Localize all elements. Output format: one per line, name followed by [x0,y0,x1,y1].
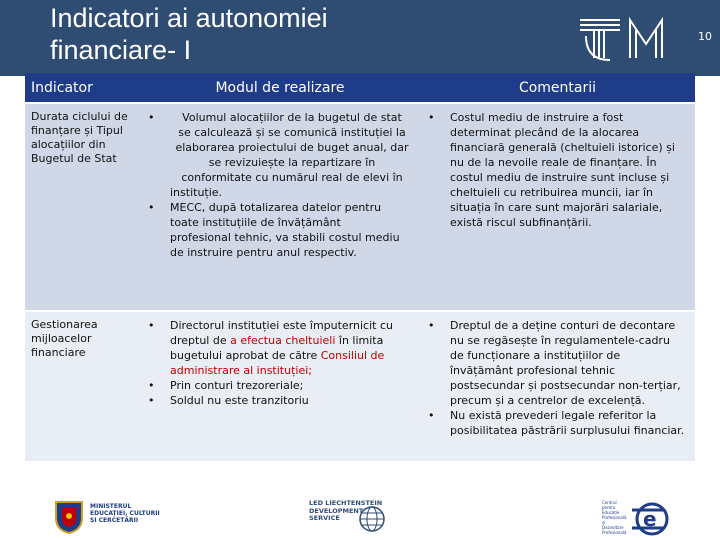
text-line: posibilitatea păstrării surplusului financiar. [450,424,685,437]
comment-cell [420,103,695,311]
table-row [25,311,695,461]
bullet-item [146,318,414,378]
indicator-line: financiare [31,346,86,359]
header-comments: Comentarii [420,73,695,103]
text-line: precum și a centrelor de excelență. [450,394,646,407]
comment-cell [420,311,695,461]
logo-text-line: EDUCAȚIEI, CULTURII [90,510,160,517]
svg-text:e: e [643,507,657,531]
text-line: situația în care sunt majorări salariale, [450,201,663,214]
logo-text-line: și [602,520,606,525]
text-line: de funcționare a instituțiilor de [450,349,621,362]
text-line: • Directorul instituției este împuternicit cu [170,319,393,332]
logo-text-line: SERVICE [309,514,340,522]
logo-text-line: Centrul [602,500,617,505]
text-line: instituție. [170,186,223,199]
text-line: învățământ profesional tehnic [450,364,616,377]
logo-text-line: Profesională [602,515,627,520]
text-line: • Costul mediu de instruire a fost [450,111,624,124]
text-span: în limita [335,334,384,347]
indicators-table [25,73,695,461]
text-line: nu se regăsește în regulamentele-cadru [450,334,670,347]
text-line: • Dreptul de a deține conturi de decontare [450,319,676,332]
text-line: • MECC, după totalizarea datelor pentru [170,201,382,214]
bullet-item [146,110,414,200]
logo-text-line: Profesională [602,530,627,535]
indicator-line: alocațiilor din [31,138,106,151]
highlight-text: Consiliul de [320,349,385,362]
text-line: cheltuieli cu retribuirea muncii, iar în [450,186,653,199]
bullet-item [146,378,414,393]
text-line: • Prin conturi trezoreriale; [170,379,304,392]
text-line: • Nu există prevederi legale referitor la [450,409,657,422]
text-line [170,348,414,363]
logo-text-line: Educație [602,510,620,515]
logo-text-line: Dezvoltare [602,525,624,530]
bullet-item [146,393,414,408]
text-line: există riscul subfinanțării. [450,216,592,229]
text-line: de instruire pentru anul respectiv. [170,246,357,259]
highlight-text: administrare al instituției; [170,364,312,377]
header-method: Modul de realizare [140,73,420,103]
title-line-1: Indicatori ai autonomiei [50,3,328,33]
title-line-2: financiare- I [50,35,192,65]
text-line: elaborarea proiectului de buget anual, dar [175,141,409,154]
text-line: costul mediu de instruire sunt incluse și [450,171,670,184]
method-cell [140,311,420,461]
indicator-line: Bugetul de Stat [31,152,117,165]
text-line: profesional tehnic, va stabili costul mediu [170,231,400,244]
table-row [25,103,695,311]
indicator-line: mijloacelor [31,332,92,345]
globe-icon [358,505,386,533]
text-line: determinat plecând de la alocarea [450,126,640,139]
bullet-item [426,408,689,438]
text-line: financiară generală (cheltuieli istorice) și [450,141,675,154]
bullet-item [426,110,689,230]
slide-title [50,2,450,66]
logo-text-line: LED LIECHTENSTEIN [309,499,383,507]
table-header-row [25,73,695,103]
text-span: bugetului aprobat de către [170,349,321,362]
text-line: nu de la nevoile reale de finanțare. În [450,156,657,169]
page-number: 10 [698,30,712,43]
highlight-text: a efectua cheltuieli [230,334,336,347]
text-line: conformitate cu numărul real de elevi în [181,171,403,184]
method-cell [140,103,420,311]
text-line [170,333,414,348]
text-line: postsecundar și postsecundar non-terțiar, [450,379,681,392]
logo-text-line: ȘI CERCETĂRII [90,517,139,524]
text-line: • Volumul alocațiilor de la bugetul de stat [182,111,402,124]
indicator-cell [25,103,140,311]
tm-logo-icon [576,14,676,62]
centre-logo-icon [628,500,672,538]
logo-text-line: pentru [602,505,616,510]
bullet-item [426,318,689,408]
logo-text-line: MINISTERUL [90,503,132,510]
ministry-emblem-icon [52,498,86,534]
text-line: toate instituțiile de învățământ [170,216,341,229]
bullet-item [146,200,414,260]
text-line: se revizuiește la repartizare în [208,156,376,169]
indicator-line: Gestionarea [31,318,98,331]
indicator-line: Durata ciclului de [31,110,128,123]
ministry-logo-text [90,503,160,524]
indicator-line: finanțare și Tipul [31,124,123,137]
text-span: dreptul de [170,334,231,347]
centre-logo-text [602,500,626,535]
header-indicator: Indicator [25,73,140,103]
text-line: se calculează și se comunică instituției la [178,126,406,139]
text-line: • Soldul nu este tranzitoriu [170,394,309,407]
indicator-cell [25,311,140,461]
logo-text-line: DEVELOPMENT [309,506,364,515]
